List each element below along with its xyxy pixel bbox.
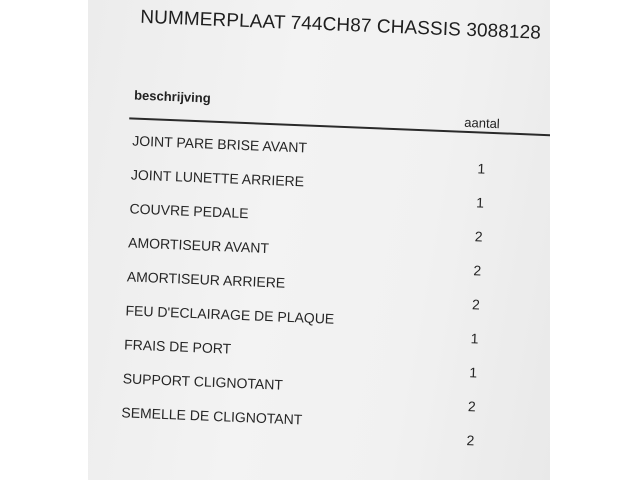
row-quantity: 1 xyxy=(475,194,485,211)
row-description: JOINT LUNETTE ARRIERE xyxy=(130,166,305,190)
row-description: AMORTISEUR AVANT xyxy=(127,234,270,257)
row-description: SEMELLE DE CLIGNOTANT xyxy=(121,404,303,428)
row-description: SUPPORT CLIGNOTANT xyxy=(122,370,284,393)
column-header-quantity: aantal xyxy=(464,114,501,132)
row-description: COUVRE PEDALE xyxy=(129,200,249,222)
row-description: FEU D'ECLAIRAGE DE PLAQUE xyxy=(125,302,335,327)
row-quantity: 2 xyxy=(474,228,483,245)
row-description: JOINT PARE BRISE AVANT xyxy=(132,132,308,156)
row-quantity: 2 xyxy=(473,262,482,279)
column-header-description: beschrijving xyxy=(133,87,211,106)
row-description: FRAIS DE PORT xyxy=(123,336,232,357)
row-description: AMORTISEUR ARRIERE xyxy=(126,268,286,291)
row-quantity: 1 xyxy=(477,160,486,177)
row-quantity: 1 xyxy=(469,364,478,381)
row-quantity: 2 xyxy=(467,398,477,415)
row-quantity: 2 xyxy=(466,432,475,449)
document-body xyxy=(88,0,550,480)
row-quantity: 1 xyxy=(470,330,479,347)
document-title: NUMMERPLAAT 744CH87 CHASSIS 3088128 xyxy=(139,6,542,44)
row-quantity: 2 xyxy=(471,296,481,313)
paper-sheet xyxy=(88,0,550,480)
